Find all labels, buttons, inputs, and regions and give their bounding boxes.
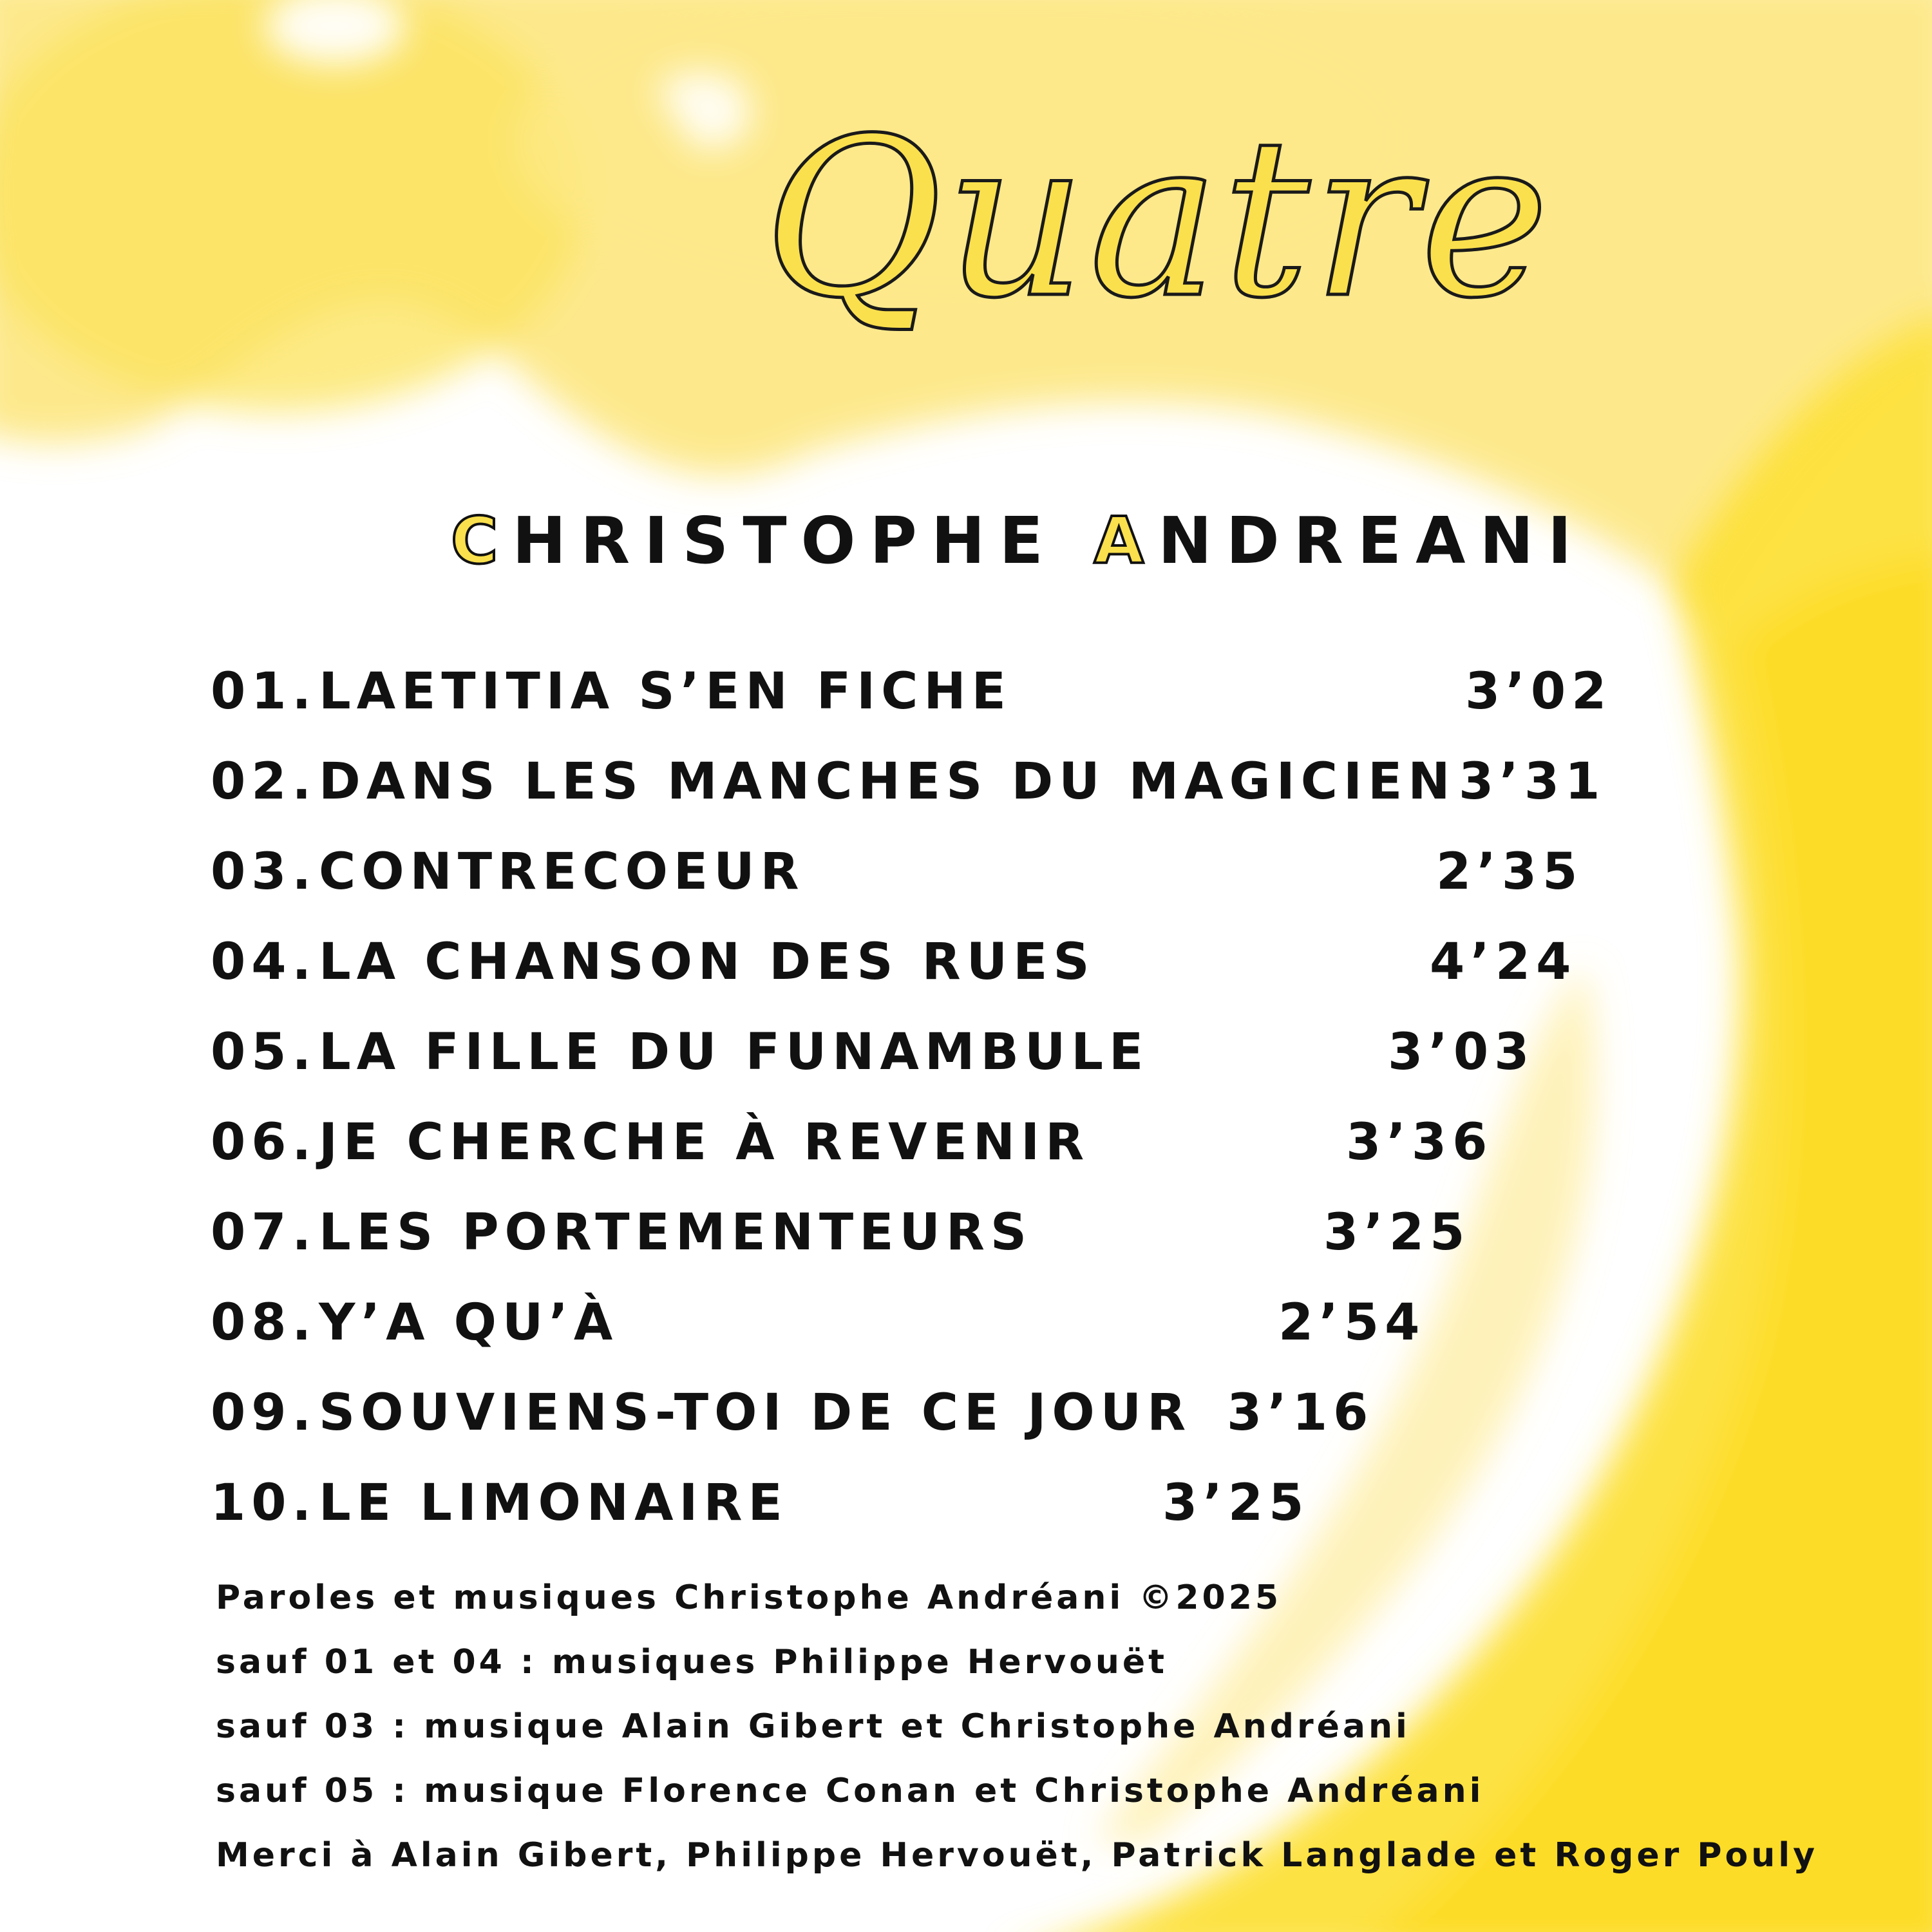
- credit-line: Merci à Alain Gibert, Philippe Hervouët, Patrick Langlade et Roger Pouly: [216, 1836, 1818, 1875]
- track-number: 03.: [211, 843, 317, 901]
- track-duration-07: 3’25: [1323, 1204, 1471, 1262]
- album-title: Quatre: [763, 91, 1552, 346]
- track-title: LAETITIA S’EN FICHE: [319, 663, 1012, 721]
- artist-last-initial: A: [1094, 503, 1159, 578]
- credit-line: sauf 03 : musique Alain Gibert et Christophe Andréani: [216, 1707, 1410, 1746]
- artist-last-rest: NDREANI: [1158, 503, 1586, 578]
- track-duration-02: 3’31: [1459, 753, 1606, 811]
- track-duration-06: 3’36: [1346, 1113, 1493, 1171]
- track-duration-03: 2’35: [1436, 843, 1584, 901]
- track-title: LE LIMONAIRE: [319, 1474, 788, 1532]
- track-number: 08.: [211, 1294, 317, 1352]
- track-duration-05: 3’03: [1388, 1023, 1535, 1081]
- track-title-08: [211, 1294, 619, 1352]
- artist-first-rest: HRISTOPHE: [512, 503, 1057, 578]
- track-duration-09: 3’16: [1227, 1384, 1374, 1442]
- track-title: CONTRECOEUR: [319, 843, 805, 901]
- track-number: 07.: [211, 1204, 317, 1262]
- track-duration-04: 4’24: [1430, 933, 1577, 991]
- track-title-06: [211, 1113, 1090, 1171]
- track-title-07: [211, 1204, 1033, 1262]
- track-number: 04.: [211, 933, 317, 991]
- track-title-10: [211, 1474, 788, 1532]
- credit-line: Paroles et musiques Christophe Andréani ©2025: [216, 1578, 1282, 1617]
- track-title-02: [211, 753, 1456, 811]
- track-title: LA FILLE DU FUNAMBULE: [319, 1023, 1150, 1081]
- track-number: 10.: [211, 1474, 317, 1532]
- track-duration-10: 3’25: [1162, 1474, 1310, 1532]
- track-title-03: [211, 843, 805, 901]
- track-title-09: [211, 1384, 1192, 1442]
- track-title: DANS LES MANCHES DU MAGICIEN: [319, 753, 1456, 811]
- track-title: Y’A QU’À: [319, 1294, 619, 1352]
- track-title-05: [211, 1023, 1150, 1081]
- track-number: 06.: [211, 1113, 317, 1171]
- track-duration-08: 2’54: [1278, 1294, 1426, 1352]
- track-number: 09.: [211, 1384, 317, 1442]
- credit-line: sauf 01 et 04 : musiques Philippe Hervouët: [216, 1643, 1168, 1681]
- track-title-01: [211, 663, 1012, 721]
- track-title: SOUVIENS-TOI DE CE JOUR: [319, 1384, 1192, 1442]
- track-title: LES PORTEMENTEURS: [319, 1204, 1033, 1262]
- credit-line: sauf 05 : musique Florence Conan et Christophe Andréani: [216, 1772, 1484, 1810]
- track-number: 02.: [211, 753, 317, 811]
- artist-first-initial: C: [451, 503, 513, 578]
- track-title: LA CHANSON DES RUES: [319, 933, 1095, 991]
- track-title: JE CHERCHE À REVENIR: [319, 1113, 1090, 1171]
- track-duration-01: 3’02: [1465, 663, 1613, 721]
- track-number: 05.: [211, 1023, 317, 1081]
- track-number: 01.: [211, 663, 317, 721]
- track-title-04: [211, 933, 1095, 991]
